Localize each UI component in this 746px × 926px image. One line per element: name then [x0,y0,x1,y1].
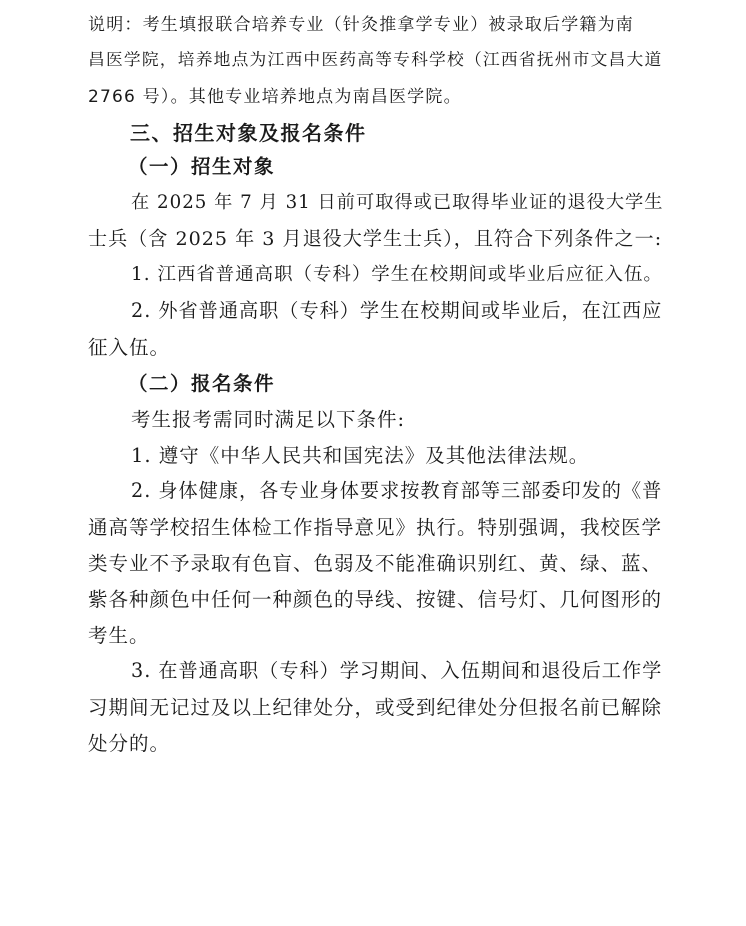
list-item-continuation: 征入伍。 [88,336,171,359]
list-item: 1. 遵守《中华人民共和国宪法》及其他法律法规。 [131,444,590,467]
list-item: 2. 外省普通高职（专科）学生在校期间或毕业后，在江西应 [131,299,663,322]
note-line-2: 昌医学院，培养地点为江西中医药高等专科学校（江西省抚州市文昌大道 [88,49,663,69]
list-item: 2. 身体健康，各专业身体要求按教育部等三部委印发的《普 [131,479,663,502]
subsection-1-heading: （一）招生对象 [128,155,276,178]
list-item: 3. 在普通高职（专科）学习期间、入伍期间和退役后工作学 [131,659,663,682]
list-item-continuation: 类专业不予录取有色盲、色弱及不能准确识别红、黄、绿、蓝、 [88,552,663,575]
paragraph-line: 士兵（含 2025 年 3 月退役大学生士兵），且符合下列条件之一: [88,227,663,250]
list-item-continuation: 考生。 [88,624,150,647]
list-item-continuation: 通高等学校招生体检工作指导意见》执行。特别强调，我校医学 [88,516,663,539]
paragraph-line: 在 2025 年 7 月 31 日前可取得或已取得毕业证的退役大学生 [131,192,664,213]
note-line-3: 2766 号）。其他专业培养地点为南昌医学院。 [88,87,462,107]
subsection-2-heading: （二）报名条件 [128,372,276,395]
list-item: 1. 江西省普通高职（专科）学生在校期间或毕业后应征入伍。 [131,264,663,285]
list-item-continuation: 处分的。 [88,732,171,755]
section-heading: 三、招生对象及报名条件 [130,121,367,145]
paragraph-line: 考生报考需同时满足以下条件: [131,408,406,431]
note-line-1: 说明：考生填报联合培养专业（针灸推拿学专业）被录取后学籍为南 [88,15,634,35]
list-item-continuation: 紫各种颜色中任何一种颜色的导线、按键、信号灯、几何图形的 [88,588,663,611]
list-item-continuation: 习期间无记过及以上纪律处分，或受到纪律处分但报名前已解除 [88,696,663,719]
